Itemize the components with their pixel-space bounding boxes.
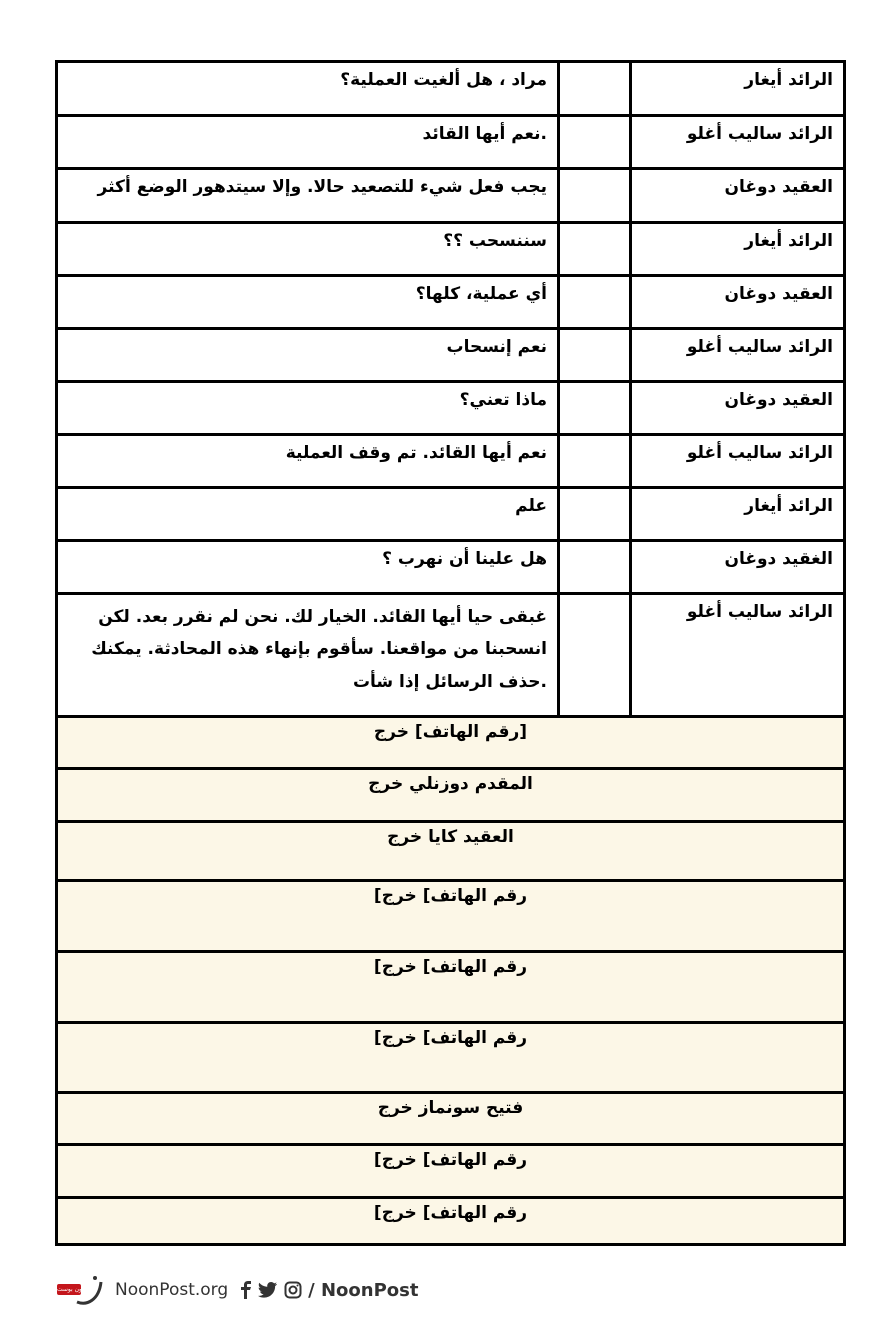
- transcript-table: [55, 60, 846, 1246]
- exit-row: [58, 882, 843, 953]
- exit-row: [58, 1094, 843, 1146]
- noonpost-logo[interactable]: [57, 1272, 105, 1308]
- exit-text: [رقم الهاتف] خرج: [373, 722, 528, 742]
- exit-row: [58, 1146, 843, 1199]
- exit-row: [58, 1024, 843, 1094]
- message-cell: علم: [515, 496, 547, 516]
- message-cell: أي عملية، كلها؟: [415, 284, 547, 304]
- exit-text: رقم الهاتف] خرج]: [373, 1203, 528, 1223]
- transcript-row: [58, 542, 843, 595]
- empty-cell: [557, 224, 629, 274]
- speaker-cell: الرائد ساليب أغلو: [629, 436, 843, 486]
- social-links: [240, 1280, 418, 1301]
- exit-row: [58, 770, 843, 823]
- exit-text: رقم الهاتف] خرج]: [373, 957, 528, 977]
- speaker-cell: العقيد دوغان: [629, 383, 843, 433]
- empty-cell: [557, 489, 629, 539]
- twitter-icon[interactable]: [258, 1282, 278, 1298]
- exit-text: العقيد كايا خرج: [387, 827, 514, 847]
- transcript-row: [58, 383, 843, 436]
- exit-text: رقم الهاتف] خرج]: [373, 1150, 528, 1170]
- exit-text: المقدم دوزنلي خرج: [368, 774, 533, 794]
- transcript-row: [58, 170, 843, 224]
- message-cell: ماذا تعني؟: [459, 390, 547, 410]
- speaker-cell: الغقيد دوغان: [629, 542, 843, 592]
- message-cell: غبقى حيا أيها القائد. الخيار لك. نحن لم نقرر بعد. لكن انسحبنا من مواقعنا. سأقوم بإنهاء هذه المحادثة. يمكنك .حذف الرسائل إذا شأت: [91, 607, 547, 692]
- message-cell: هل علينا أن نهرب ؟: [382, 549, 547, 569]
- logo-swoosh: [57, 1272, 105, 1308]
- speaker-cell: الرائد أيغار: [629, 489, 843, 539]
- speaker-cell: العقيد دوغان: [629, 277, 843, 327]
- brand-handle[interactable]: / NoonPost: [308, 1279, 419, 1301]
- speaker-cell: الرائد ساليب أغلو: [629, 595, 843, 715]
- transcript-row: [58, 436, 843, 489]
- site-url[interactable]: NoonPost.org: [115, 1280, 229, 1300]
- message-cell: سننسحب ؟؟: [443, 231, 547, 251]
- logo-text: نون بوست: [57, 1286, 84, 1293]
- transcript-row: [58, 595, 843, 718]
- transcript-row: [58, 63, 843, 117]
- speaker-cell: العقيد دوغان: [629, 170, 843, 221]
- empty-cell: [557, 117, 629, 167]
- empty-cell: [557, 330, 629, 380]
- empty-cell: [557, 595, 629, 715]
- message-cell: يجب فعل شيء للتصعيد حالا. وإلا سيتدهور الوضع أكثر: [97, 177, 547, 197]
- message-cell: .نعم أيها القائد: [422, 124, 547, 144]
- transcript-row: [58, 330, 843, 383]
- footer: [57, 1270, 419, 1310]
- speaker-cell: الرائد أيغار: [629, 224, 843, 274]
- exit-text: رقم الهاتف] خرج]: [373, 1028, 528, 1048]
- empty-cell: [557, 63, 629, 114]
- exit-row: [58, 1199, 843, 1243]
- empty-cell: [557, 436, 629, 486]
- empty-cell: [557, 170, 629, 221]
- transcript-row: [58, 117, 843, 170]
- speaker-cell: الرائد أيغار: [629, 63, 843, 114]
- speaker-cell: الرائد ساليب أغلو: [629, 330, 843, 380]
- speaker-cell: الرائد ساليب أغلو: [629, 117, 843, 167]
- instagram-icon[interactable]: [284, 1281, 302, 1299]
- transcript-row: [58, 277, 843, 330]
- transcript-row: [58, 224, 843, 277]
- empty-cell: [557, 277, 629, 327]
- exit-text: رقم الهاتف] خرج]: [373, 886, 528, 906]
- exit-row: [58, 718, 843, 770]
- message-cell: نعم أيها القائد. تم وقف العملية: [285, 443, 547, 463]
- empty-cell: [557, 383, 629, 433]
- exit-row: [58, 823, 843, 882]
- exit-row: [58, 953, 843, 1024]
- exit-text: فتيح سونماز خرج: [377, 1098, 524, 1118]
- facebook-icon[interactable]: [240, 1281, 252, 1299]
- message-cell: نعم إنسحاب: [446, 337, 547, 357]
- empty-cell: [557, 542, 629, 592]
- message-cell: مراد ، هل ألغيت العملية؟: [340, 70, 547, 90]
- transcript-row: [58, 489, 843, 542]
